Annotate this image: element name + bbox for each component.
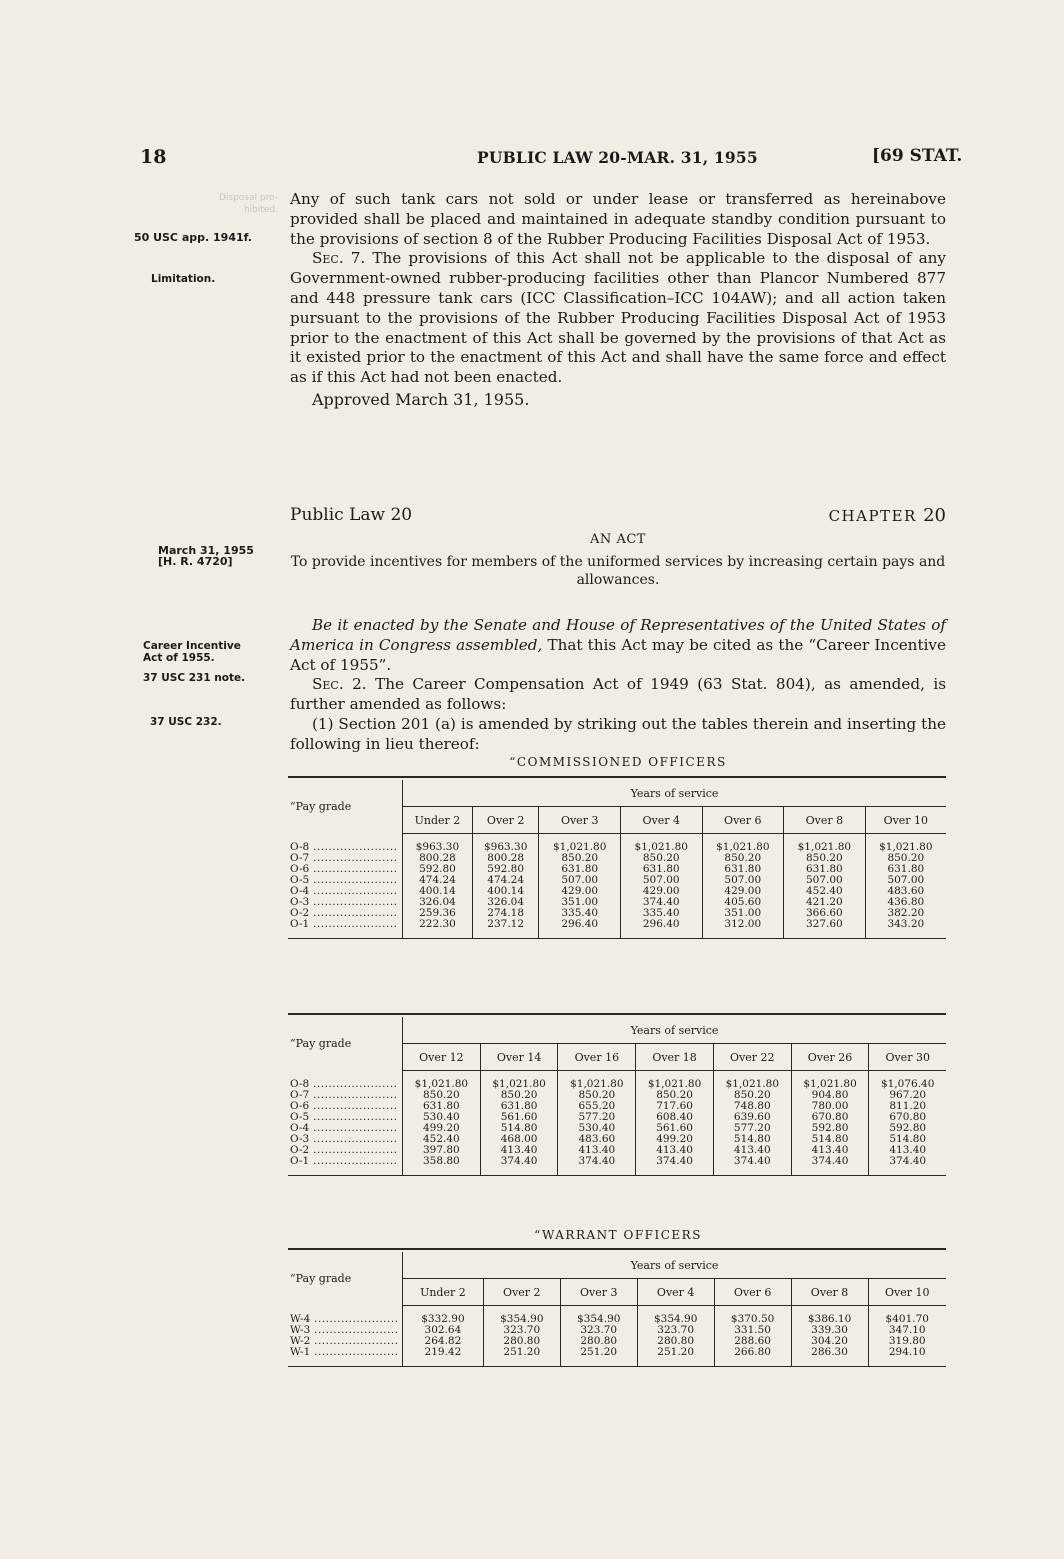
pay-grade-cell: O-1 ...................... — [290, 918, 398, 930]
pay-value-cell: 592.80 — [791, 1123, 869, 1134]
pay-grade-cell: O-7 ...................... — [290, 1089, 398, 1101]
pay-grade-header: “Pay grade — [290, 1037, 352, 1051]
dot-leader: ...................... — [309, 918, 398, 930]
pay-value-cell: 592.80 — [869, 1123, 946, 1134]
law-title-line — [290, 505, 946, 527]
table-row — [288, 834, 946, 854]
pay-value-cell: 850.20 — [636, 1090, 714, 1101]
dot-leader: ...................... — [309, 863, 398, 875]
pay-value-cell: 331.50 — [714, 1325, 791, 1336]
pay-value-cell: $1,021.80 — [539, 834, 621, 854]
margin-note-bill: [H. R. 4720] — [158, 555, 233, 568]
enacting-clause-rest: That this Act may be cited as the “Career Incentive Act of 1955”. — [290, 635, 946, 674]
dot-leader: ...................... — [309, 874, 398, 886]
pay-value-cell: 259.36 — [403, 908, 473, 919]
section-7-text: The provisions of this Act shall not be applicable to the disposal of any Government-owned rubber-producing facilities other than Plancor Numbered 877 and 448 pressure tank cars (ICC Classification–ICC 104AW); and all action taken pursuant to the provisions of the Rubber Producing Facilities Disposal Act of 1953 prior to the enactment of this Act shall be governed by the provisions of that Act as it existed prior to the enactment of this Act and shall have the same force and effect as if this Act had not been enacted. — [290, 249, 946, 387]
pay-grade-cell: O-8 ...................... — [290, 840, 398, 853]
pay-value-cell: 514.80 — [713, 1134, 791, 1145]
item-1: (1) Section 201 (a) is amended by striking out the tables therein and inserting the following in lieu thereof: — [290, 714, 946, 753]
pay-value-cell: 237.12 — [472, 919, 539, 938]
pay-value-cell: $1,021.80 — [713, 1071, 791, 1091]
pay-grade-cell: O-2 ...................... — [290, 1144, 398, 1156]
pay-value-cell: 452.40 — [403, 1134, 481, 1145]
pay-value-cell: 748.80 — [713, 1101, 791, 1112]
pay-value-cell: 717.60 — [636, 1101, 714, 1112]
bleed-through-text: Disposal pro- hibited. — [218, 193, 278, 215]
pay-value-cell: 530.40 — [558, 1123, 636, 1134]
pay-grade-header: “Pay grade — [290, 800, 352, 814]
table-row — [288, 1306, 946, 1326]
pay-value-cell: 319.80 — [868, 1336, 946, 1347]
margin-note-usc-ref: 50 USC app. 1941f. — [133, 231, 252, 244]
pay-value-cell: 429.00 — [702, 886, 784, 897]
pay-value-cell: $401.70 — [868, 1306, 946, 1326]
margin-note-usc-232: 37 USC 232. — [150, 716, 222, 728]
pay-value-cell: 631.80 — [865, 864, 946, 875]
column-header: Over 6 — [702, 807, 784, 834]
table-row — [288, 1347, 946, 1366]
pay-value-cell: 413.40 — [636, 1145, 714, 1156]
pay-value-cell: 280.80 — [637, 1336, 714, 1347]
dot-leader: ...................... — [309, 1144, 398, 1156]
dot-leader: ...................... — [309, 1122, 398, 1134]
pay-value-cell: 608.40 — [636, 1112, 714, 1123]
pay-value-cell: 499.20 — [636, 1134, 714, 1145]
pay-value-cell: 219.42 — [403, 1347, 484, 1366]
pay-value-cell: 400.14 — [472, 886, 539, 897]
column-header: Under 2 — [403, 1279, 484, 1306]
pay-grade-cell: O-4 ...................... — [290, 885, 398, 897]
pay-value-cell: 507.00 — [620, 875, 702, 886]
pay-value-cell: 374.40 — [713, 1156, 791, 1175]
pay-value-cell: 561.60 — [480, 1112, 558, 1123]
pay-value-cell: 312.00 — [702, 919, 784, 938]
pay-value-cell: 530.40 — [403, 1112, 481, 1123]
pay-value-cell: 507.00 — [702, 875, 784, 886]
pay-value-cell: 358.80 — [403, 1156, 481, 1175]
pay-value-cell: 850.20 — [620, 853, 702, 864]
pay-grade-cell: O-3 ...................... — [290, 1133, 398, 1145]
pay-value-cell: 323.70 — [560, 1325, 637, 1336]
pay-grade-cell: O-3 ...................... — [290, 896, 398, 908]
pay-value-cell: $1,021.80 — [865, 834, 946, 854]
chapter-label — [829, 505, 946, 526]
pay-value-cell: 251.20 — [637, 1347, 714, 1366]
column-header: Over 8 — [784, 807, 866, 834]
pay-grade-cell: O-8 ...................... — [290, 1077, 398, 1090]
pay-value-cell: 514.80 — [480, 1123, 558, 1134]
pay-value-cell: 351.00 — [539, 897, 621, 908]
section-label: Sec. 2. — [312, 675, 367, 694]
pay-value-cell: 366.60 — [784, 908, 866, 919]
pay-value-cell: 251.20 — [560, 1347, 637, 1366]
pay-value-cell: $1,021.80 — [791, 1071, 869, 1091]
pay-value-cell: 850.20 — [403, 1090, 481, 1101]
pay-value-cell: $354.90 — [560, 1306, 637, 1326]
pay-value-cell: 655.20 — [558, 1101, 636, 1112]
pay-value-cell: $963.30 — [472, 834, 539, 854]
pay-value-cell: 474.24 — [472, 875, 539, 886]
pay-grade-cell: W-2 ...................... — [290, 1335, 399, 1347]
pay-value-cell: $332.90 — [403, 1306, 484, 1326]
pay-value-cell: 592.80 — [403, 864, 473, 875]
pay-value-cell: 397.80 — [403, 1145, 481, 1156]
pay-grade-cell: O-7 ...................... — [290, 852, 398, 864]
pay-value-cell: 850.20 — [865, 853, 946, 864]
enactment-text — [290, 616, 946, 755]
pay-value-cell: 850.20 — [539, 853, 621, 864]
dot-leader: ...................... — [309, 1111, 398, 1123]
pay-value-cell: 405.60 — [702, 897, 784, 908]
pay-value-cell: 904.80 — [791, 1090, 869, 1101]
warrant-pay-table — [288, 1252, 946, 1366]
pay-value-cell: $1,076.40 — [869, 1071, 946, 1091]
column-header: Over 14 — [480, 1044, 558, 1071]
table-top-rule — [288, 1248, 946, 1250]
pay-value-cell: 507.00 — [784, 875, 866, 886]
column-header: Over 3 — [539, 807, 621, 834]
column-header: Over 4 — [620, 807, 702, 834]
column-header: Over 16 — [558, 1044, 636, 1071]
pay-value-cell: 592.80 — [472, 864, 539, 875]
paragraph-tank-cars: Any of such tank cars not sold or under lease or transferred as hereinabove provided shall be placed and maintained in adequate standby condition pursuant to the provisions of section 8 of the Rubber Producing Facilities Disposal Act of 1953. — [290, 190, 946, 248]
law-title: Public Law 20 — [290, 505, 413, 525]
an-act-heading: AN ACT — [590, 532, 646, 547]
pay-value-cell: 374.40 — [620, 897, 702, 908]
pay-value-cell: 326.04 — [472, 897, 539, 908]
pay-value-cell: $354.90 — [483, 1306, 560, 1326]
pay-value-cell: 670.80 — [869, 1112, 946, 1123]
dot-leader: ...................... — [310, 1312, 399, 1325]
pay-value-cell: 514.80 — [869, 1134, 946, 1145]
column-header: Over 26 — [791, 1044, 869, 1071]
pay-value-cell: 304.20 — [791, 1336, 868, 1347]
dot-leader: ...................... — [309, 885, 398, 897]
column-header: Over 10 — [868, 1279, 946, 1306]
pay-value-cell: 296.40 — [539, 919, 621, 938]
column-header: Over 10 — [865, 807, 946, 834]
table-top-rule — [288, 776, 946, 778]
pay-value-cell: 251.20 — [483, 1347, 560, 1366]
dot-leader: ...................... — [310, 1335, 399, 1347]
column-header: Over 12 — [403, 1044, 481, 1071]
dot-leader: ...................... — [309, 840, 398, 853]
pay-value-cell: 264.82 — [403, 1336, 484, 1347]
pay-value-cell: $1,021.80 — [784, 834, 866, 854]
pay-value-cell: 468.00 — [480, 1134, 558, 1145]
pay-value-cell: $963.30 — [403, 834, 473, 854]
section-2 — [290, 675, 946, 715]
column-header: Over 3 — [560, 1279, 637, 1306]
section-7 — [290, 249, 946, 388]
chapter-word: CHAPTER — [828, 507, 917, 525]
pay-grade-header: “Pay grade — [290, 1272, 352, 1286]
margin-note-limitation: Limitation. — [151, 273, 216, 285]
pay-value-cell: 286.30 — [791, 1347, 868, 1366]
pay-value-cell: 326.04 — [403, 897, 473, 908]
dot-leader: ...................... — [309, 852, 398, 864]
pay-value-cell: 382.20 — [865, 908, 946, 919]
pay-value-cell: 631.80 — [620, 864, 702, 875]
pay-value-cell: 280.80 — [560, 1336, 637, 1347]
column-header: Over 8 — [791, 1279, 868, 1306]
column-header: Over 6 — [714, 1279, 791, 1306]
pay-grade-cell: O-5 ...................... — [290, 1111, 398, 1123]
column-header: Over 22 — [713, 1044, 791, 1071]
pay-value-cell: 631.80 — [480, 1101, 558, 1112]
approval-line: Approved March 31, 1955. — [312, 389, 530, 409]
pay-value-cell: 374.40 — [869, 1156, 946, 1175]
dot-leader: ...................... — [309, 1089, 398, 1101]
pay-value-cell: 507.00 — [539, 875, 621, 886]
column-header: Over 18 — [636, 1044, 714, 1071]
pay-value-cell: 850.20 — [480, 1090, 558, 1101]
enacting-clause — [290, 616, 946, 675]
pay-value-cell: 343.20 — [865, 919, 946, 938]
chapter-number: 20 — [923, 505, 946, 526]
margin-note-usc-note: 37 USC 231 note. — [143, 672, 246, 684]
dot-leader: ...................... — [309, 1077, 398, 1090]
dot-leader: ...................... — [310, 1346, 399, 1358]
pay-value-cell: 631.80 — [403, 1101, 481, 1112]
pay-value-cell: 296.40 — [620, 919, 702, 938]
pay-value-cell: 850.20 — [784, 853, 866, 864]
warrant-officers-heading: “WARRANT OFFICERS — [534, 1228, 702, 1242]
section-label: Sec. 7. — [312, 249, 366, 268]
pay-grade-cell: O-2 ...................... — [290, 907, 398, 919]
stat-reference: [69 STAT. — [872, 146, 963, 166]
pay-value-cell: 631.80 — [539, 864, 621, 875]
pay-value-cell: 436.80 — [865, 897, 946, 908]
pay-grade-cell: O-4 ...................... — [290, 1122, 398, 1134]
pay-value-cell: 335.40 — [620, 908, 702, 919]
pay-value-cell: 266.80 — [714, 1347, 791, 1366]
enacting-clause-italic: Be it enacted by the Senate and House of Representatives of the United States of America in Congress assembled, — [290, 616, 946, 654]
pay-value-cell: 514.80 — [791, 1134, 869, 1145]
table-row — [288, 919, 946, 938]
pay-value-cell: $370.50 — [714, 1306, 791, 1326]
commissioned-pay-table-a — [288, 780, 946, 938]
pay-value-cell: 413.40 — [558, 1145, 636, 1156]
pay-grade-cell: W-4 ...................... — [290, 1312, 399, 1325]
pay-value-cell: 639.60 — [713, 1112, 791, 1123]
pay-value-cell: 288.60 — [714, 1336, 791, 1347]
table-bottom-rule — [288, 938, 946, 939]
pay-value-cell: 577.20 — [713, 1123, 791, 1134]
pay-value-cell: 499.20 — [403, 1123, 481, 1134]
pay-value-cell: 374.40 — [791, 1156, 869, 1175]
dot-leader: ...................... — [309, 907, 398, 919]
pay-value-cell: 429.00 — [539, 886, 621, 897]
pay-value-cell: 413.40 — [480, 1145, 558, 1156]
pay-grade-cell: O-1 ...................... — [290, 1155, 398, 1167]
pay-value-cell: 850.20 — [558, 1090, 636, 1101]
table-top-rule — [288, 1013, 946, 1015]
pay-grade-cell: O-6 ...................... — [290, 1100, 398, 1112]
pay-grade-cell: W-1 ...................... — [290, 1346, 399, 1358]
body-text — [290, 190, 946, 410]
pay-value-cell: 374.40 — [480, 1156, 558, 1175]
pay-value-cell: $386.10 — [791, 1306, 868, 1326]
pay-value-cell: 335.40 — [539, 908, 621, 919]
pay-value-cell: $1,021.80 — [558, 1071, 636, 1091]
pay-value-cell: 670.80 — [791, 1112, 869, 1123]
commissioned-pay-table-b — [288, 1017, 946, 1175]
pay-value-cell: 294.10 — [868, 1347, 946, 1366]
pay-value-cell: 327.60 — [784, 919, 866, 938]
pay-value-cell: 800.28 — [472, 853, 539, 864]
act-purpose: To provide incentives for members of the uniformed services by increasing certain pays and allowances. — [290, 554, 946, 588]
pay-value-cell: 811.20 — [869, 1101, 946, 1112]
pay-value-cell: 222.30 — [403, 919, 473, 938]
section-2-text: The Career Compensation Act of 1949 (63 Stat. 804), as amended, is further amended as follows: — [290, 675, 946, 714]
pay-value-cell: 323.70 — [637, 1325, 714, 1336]
pay-value-cell: 561.60 — [636, 1123, 714, 1134]
pay-value-cell: 483.60 — [865, 886, 946, 897]
table-row — [288, 1156, 946, 1175]
pay-value-cell: 967.20 — [869, 1090, 946, 1101]
pay-value-cell: 483.60 — [558, 1134, 636, 1145]
pay-value-cell: $1,021.80 — [702, 834, 784, 854]
pay-grade-cell: O-5 ...................... — [290, 874, 398, 886]
dot-leader: ...................... — [310, 1324, 399, 1336]
pay-value-cell: 351.00 — [702, 908, 784, 919]
pay-value-cell: 374.40 — [558, 1156, 636, 1175]
dot-leader: ...................... — [309, 896, 398, 908]
pay-value-cell: 413.40 — [713, 1145, 791, 1156]
margin-note-short-title: Career Incentive Act of 1955. — [143, 640, 241, 664]
pay-value-cell: 302.64 — [403, 1325, 484, 1336]
pay-value-cell: 429.00 — [620, 886, 702, 897]
pay-value-cell: 631.80 — [784, 864, 866, 875]
table-bottom-rule — [288, 1366, 946, 1367]
pay-value-cell: 413.40 — [791, 1145, 869, 1156]
dot-leader: ...................... — [309, 1155, 398, 1167]
commissioned-officers-heading: “COMMISSIONED OFFICERS — [509, 755, 727, 769]
pay-value-cell: $1,021.80 — [636, 1071, 714, 1091]
dot-leader: ...................... — [309, 1133, 398, 1145]
pay-value-cell: 323.70 — [483, 1325, 560, 1336]
pay-value-cell: 631.80 — [702, 864, 784, 875]
pay-value-cell: 800.28 — [403, 853, 473, 864]
pay-value-cell: 374.40 — [636, 1156, 714, 1175]
pay-value-cell: 507.00 — [865, 875, 946, 886]
column-header: Under 2 — [403, 807, 473, 834]
pay-value-cell: 474.24 — [403, 875, 473, 886]
pay-value-cell: $1,021.80 — [480, 1071, 558, 1091]
table-row — [288, 1071, 946, 1091]
table-bottom-rule — [288, 1175, 946, 1176]
pay-value-cell: 400.14 — [403, 886, 473, 897]
pay-value-cell: $1,021.80 — [620, 834, 702, 854]
years-of-service-header: Years of service — [403, 780, 947, 807]
years-of-service-header: Years of service — [403, 1017, 947, 1044]
pay-grade-cell: W-3 ...................... — [290, 1324, 399, 1336]
running-head: PUBLIC LAW 20-MAR. 31, 1955 — [477, 148, 758, 167]
pay-value-cell: 850.20 — [713, 1090, 791, 1101]
pay-grade-cell: O-6 ...................... — [290, 863, 398, 875]
pay-value-cell: 339.30 — [791, 1325, 868, 1336]
pay-value-cell: 274.18 — [472, 908, 539, 919]
dot-leader: ...................... — [309, 1100, 398, 1112]
column-header: Over 30 — [869, 1044, 946, 1071]
pay-value-cell: $1,021.80 — [403, 1071, 481, 1091]
margin-note-date: March 31, 1955 — [158, 544, 254, 557]
page-number: 18 — [140, 146, 167, 168]
years-of-service-header: Years of service — [403, 1252, 947, 1279]
pay-value-cell: 413.40 — [869, 1145, 946, 1156]
pay-value-cell: $354.90 — [637, 1306, 714, 1326]
pay-value-cell: 347.10 — [868, 1325, 946, 1336]
pay-value-cell: 850.20 — [702, 853, 784, 864]
pay-value-cell: 577.20 — [558, 1112, 636, 1123]
pay-value-cell: 452.40 — [784, 886, 866, 897]
pay-value-cell: 280.80 — [483, 1336, 560, 1347]
pay-value-cell: 780.00 — [791, 1101, 869, 1112]
column-header: Over 2 — [472, 807, 539, 834]
column-header: Over 2 — [483, 1279, 560, 1306]
pay-value-cell: 421.20 — [784, 897, 866, 908]
column-header: Over 4 — [637, 1279, 714, 1306]
